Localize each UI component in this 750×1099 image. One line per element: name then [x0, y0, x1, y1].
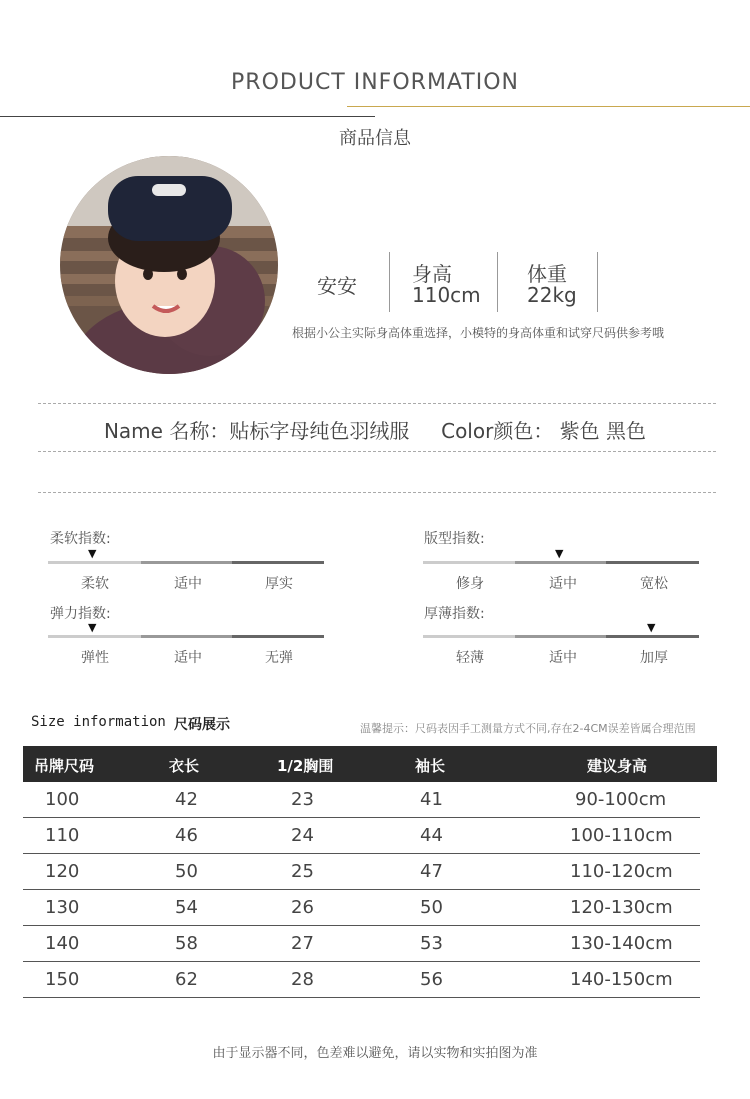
header-height: 建议身高	[587, 757, 648, 775]
cell-size: 140	[45, 933, 80, 954]
weight-value: 22kg	[527, 283, 577, 307]
elasticity-label: 适中	[174, 650, 202, 666]
header-length: 衣长	[169, 757, 200, 775]
table-header	[23, 746, 717, 782]
header-chest: 1/2胸围	[277, 757, 334, 775]
header-tag-size: 吊牌尺码	[34, 757, 95, 775]
separator	[597, 252, 598, 312]
elasticity-label: 无弹	[265, 650, 293, 666]
cell-length: 42	[175, 789, 198, 810]
index-bar-segment	[606, 561, 699, 564]
index-bar-segment	[232, 561, 324, 564]
table-row	[23, 890, 700, 926]
index-bar-segment	[423, 561, 515, 564]
fit-label: 宽松	[640, 576, 668, 592]
cell-size: 110	[45, 825, 80, 846]
separator	[497, 252, 498, 312]
section-title: PRODUCT INFORMATION	[231, 70, 519, 95]
cell-size: 130	[45, 897, 80, 918]
height-value: 110cm	[412, 283, 481, 307]
cell-height: 90-100cm	[575, 789, 667, 810]
weight-label: 体重	[527, 262, 567, 286]
thickness-index-title: 厚薄指数:	[424, 606, 485, 622]
index-bar-segment	[515, 635, 606, 638]
cell-chest: 24	[291, 825, 314, 846]
table-row	[23, 962, 700, 998]
cell-chest: 23	[291, 789, 314, 810]
table-row	[23, 818, 700, 854]
model-name: 安安	[317, 274, 357, 298]
thickness-label: 加厚	[640, 650, 668, 666]
cell-chest: 28	[291, 969, 314, 990]
cell-height: 110-120cm	[570, 861, 673, 882]
divider-right-accent	[347, 106, 750, 107]
cell-height: 140-150cm	[570, 969, 673, 990]
thickness-label: 轻薄	[456, 650, 484, 666]
softness-index-title: 柔软指数:	[50, 531, 111, 547]
cell-size: 120	[45, 861, 80, 882]
header-sleeve: 袖长	[415, 757, 446, 775]
cell-chest: 27	[291, 933, 314, 954]
index-bar-segment	[232, 635, 324, 638]
size-tip: 温馨提示：尺码表因手工测量方式不同,存在2-4CM误差皆属合理范围	[360, 722, 696, 735]
cell-chest: 26	[291, 897, 314, 918]
cell-size: 150	[45, 969, 80, 990]
cell-sleeve: 47	[420, 861, 443, 882]
cell-sleeve: 56	[420, 969, 443, 990]
table-row	[23, 854, 700, 890]
dashed-divider	[38, 451, 716, 452]
section-subtitle: 商品信息	[339, 128, 411, 149]
cell-sleeve: 50	[420, 897, 443, 918]
color-disclaimer: 由于显示器不同，色差难以避免，请以实物和实拍图为准	[212, 1046, 538, 1061]
fit-marker-icon: ▼	[555, 547, 564, 560]
cell-length: 62	[175, 969, 198, 990]
table-row	[23, 782, 700, 818]
fit-label: 适中	[549, 576, 577, 592]
cell-height: 120-130cm	[570, 897, 673, 918]
cell-length: 54	[175, 897, 198, 918]
index-bar-segment	[48, 561, 141, 564]
divider-left	[0, 116, 375, 117]
cell-chest: 25	[291, 861, 314, 882]
elasticity-label: 弹性	[81, 650, 109, 666]
separator	[389, 252, 390, 312]
cell-height: 130-140cm	[570, 933, 673, 954]
index-bar-segment	[48, 635, 141, 638]
softness-marker-icon: ▼	[88, 547, 97, 560]
height-label: 身高	[412, 262, 452, 286]
cell-height: 100-110cm	[570, 825, 673, 846]
index-bar-segment	[423, 635, 515, 638]
cell-length: 46	[175, 825, 198, 846]
product-name-color: Name 名称：贴标字母纯色羽绒服 Color颜色： 紫色 黑色	[103, 419, 647, 443]
cell-sleeve: 44	[420, 825, 443, 846]
cell-sleeve: 41	[420, 789, 443, 810]
cell-sleeve: 53	[420, 933, 443, 954]
size-info-title-en: Size information	[31, 714, 166, 730]
size-table	[23, 746, 717, 998]
softness-label: 柔软	[81, 576, 109, 592]
index-bar-segment	[606, 635, 699, 638]
dashed-divider	[38, 492, 716, 493]
table-row	[23, 926, 700, 962]
dashed-divider	[38, 403, 716, 404]
fit-index-title: 版型指数:	[424, 531, 485, 547]
index-bar-segment	[141, 561, 232, 564]
fit-label: 修身	[456, 576, 484, 592]
cell-length: 50	[175, 861, 198, 882]
index-bar-segment	[141, 635, 232, 638]
cell-size: 100	[45, 789, 80, 810]
model-photo	[60, 156, 278, 374]
elasticity-index-title: 弹力指数:	[50, 606, 111, 622]
softness-label: 厚实	[265, 576, 293, 592]
model-note: 根据小公主实际身高体重选择，小模特的身高体重和试穿尺码供参考哦	[292, 326, 665, 340]
softness-label: 适中	[174, 576, 202, 592]
size-info-title-cn: 尺码展示	[174, 717, 230, 733]
cell-length: 58	[175, 933, 198, 954]
elasticity-marker-icon: ▼	[88, 621, 97, 634]
index-bar-segment	[515, 561, 606, 564]
thickness-marker-icon: ▼	[647, 621, 656, 634]
thickness-label: 适中	[549, 650, 577, 666]
